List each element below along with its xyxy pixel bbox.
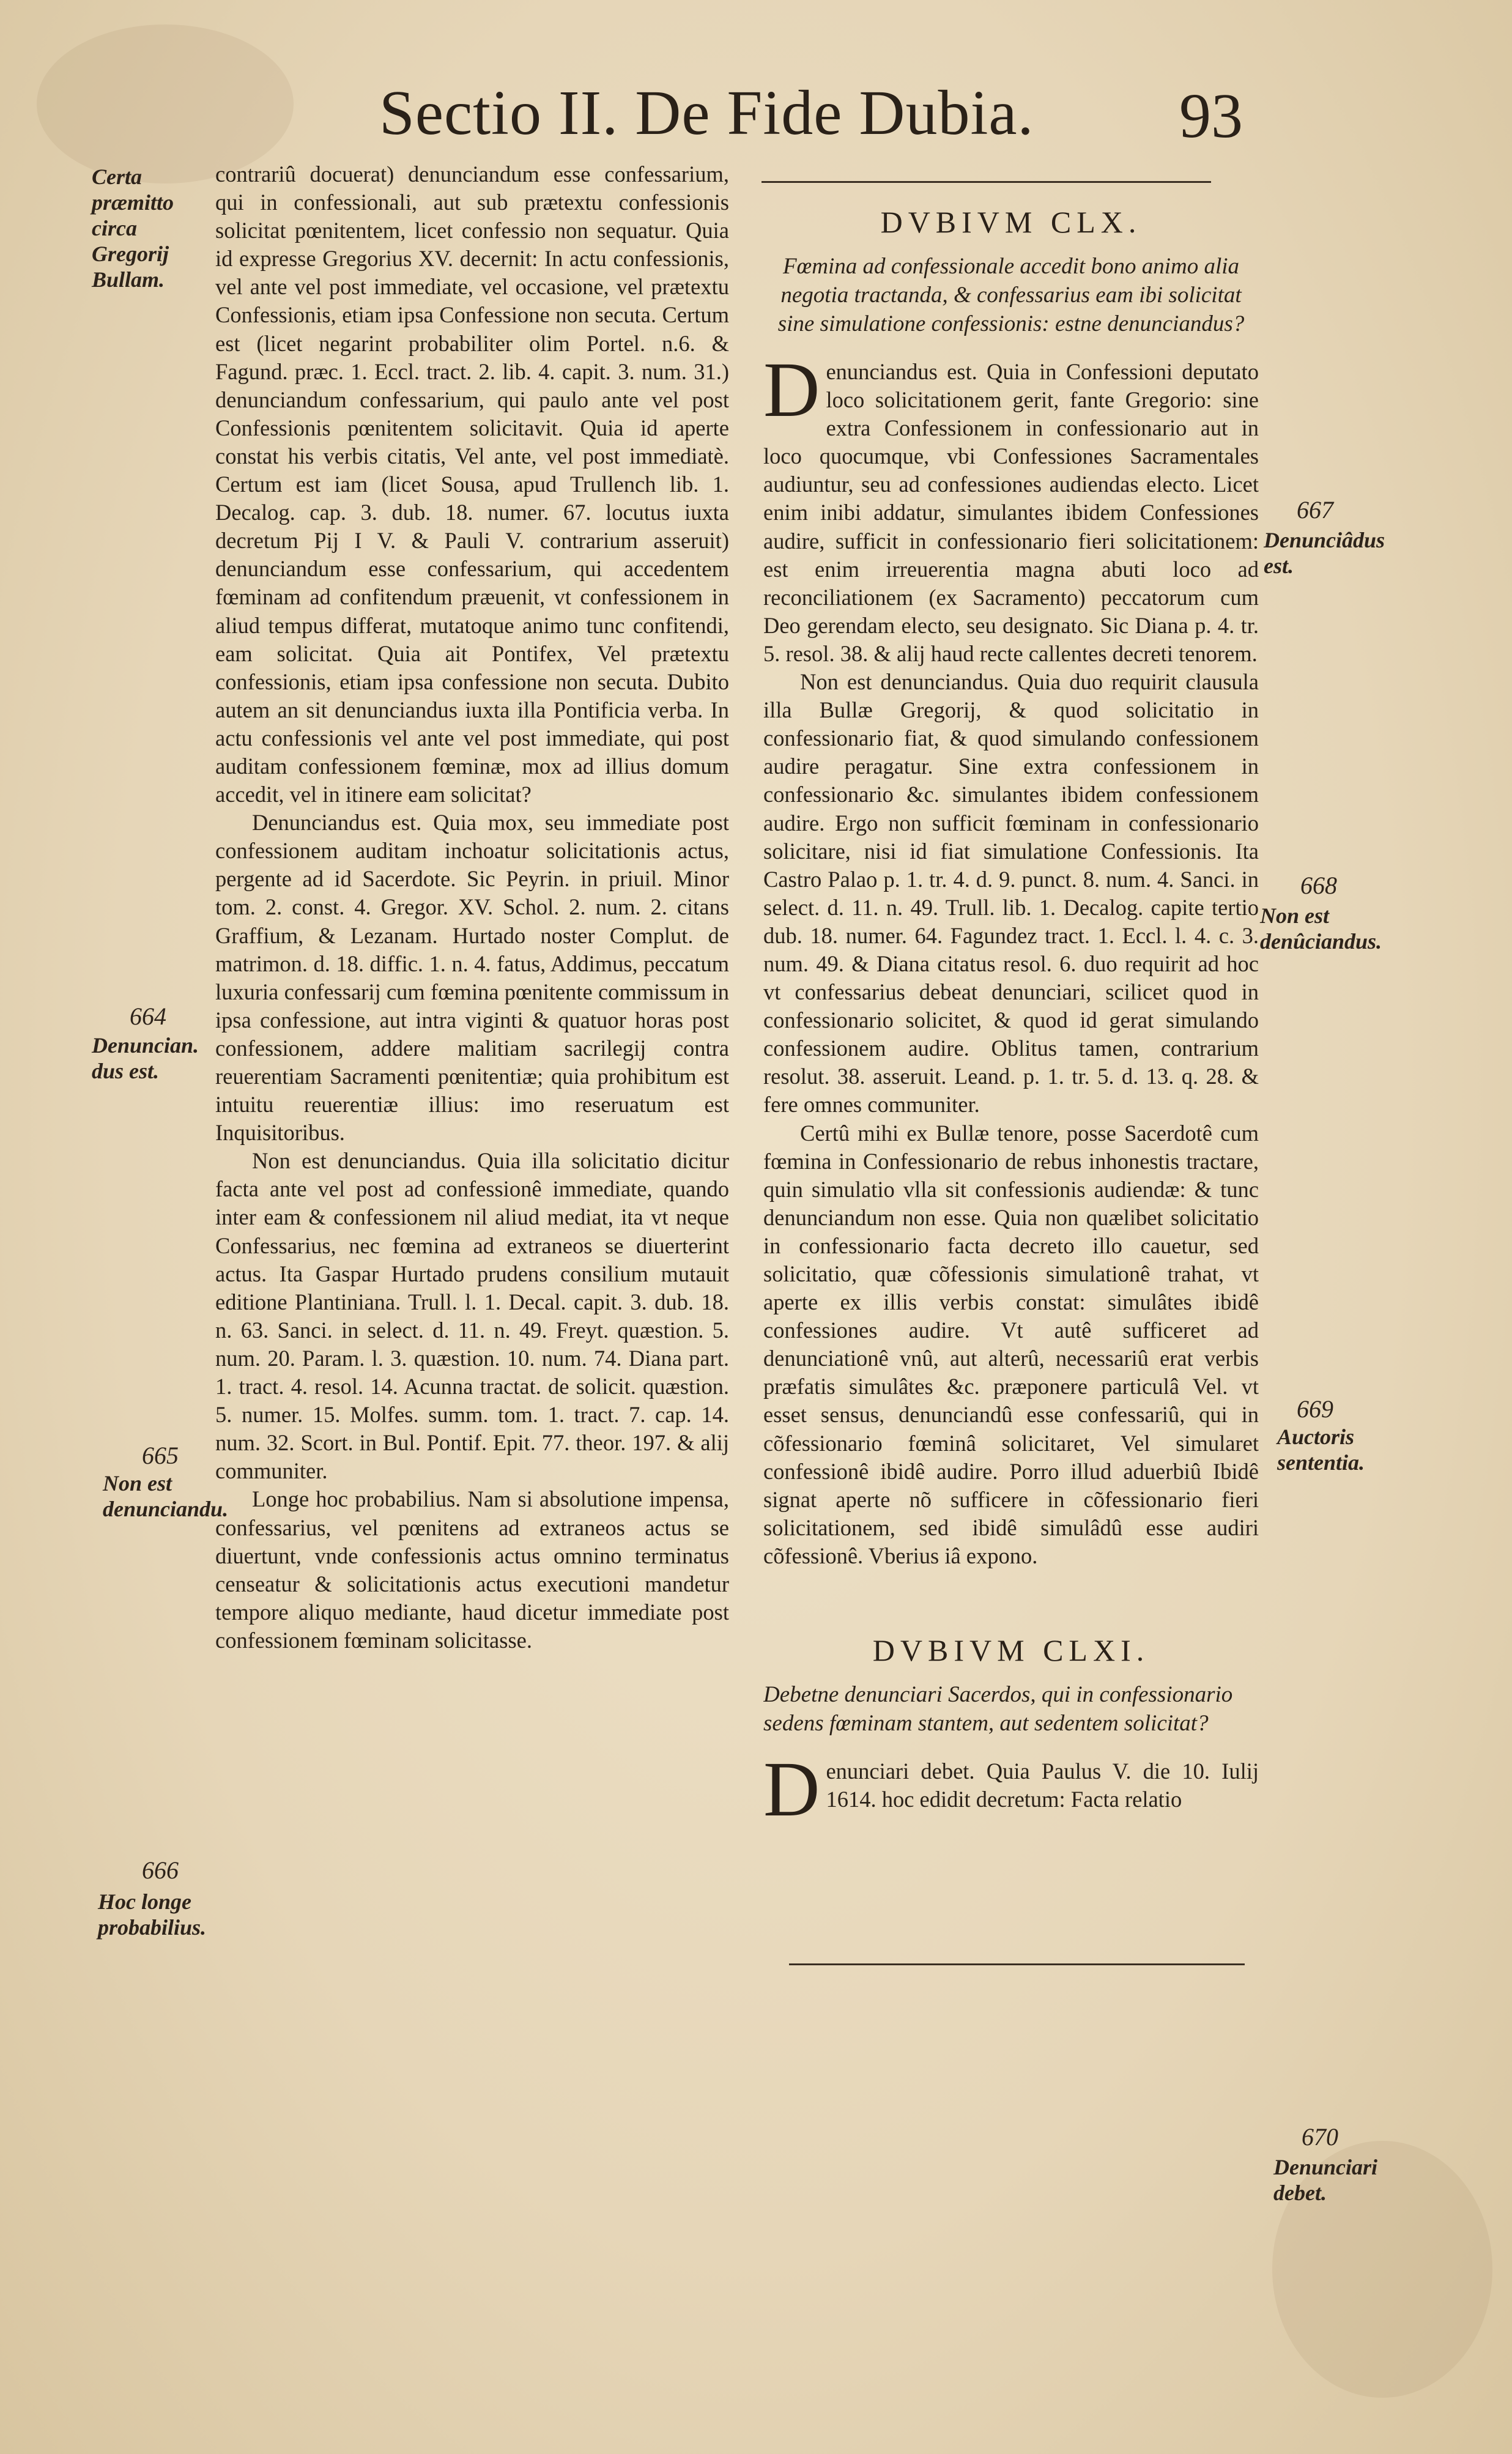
paper-stain <box>37 24 294 183</box>
margin-number-665: 665 <box>142 1442 179 1469</box>
paragraph: Certû mihi ex Bullæ tenore, posse Sacerdotê cum fœmina in Confessionario de rebus inhonestis tractare, quin simulatio vlla sit confessionis audiendæ: & tunc denunciandum non esse. Quia non quælibet solicitatio in confessionario facta decreto illo cauetur, sed solicitatio, quæ cõfessionis simulationê trahat, vt aperte ex illis verbis constat: simulâtes ibidê confessiones audire. Vt autê sufficeret ad denunciationê vnû, aut alterû, necessariû erat verbis præfatis simulâtes &c. præponere particulâ Vel. vt esset sensus, denunciandû esse confessariû, qui in cõfessionario fœminâ solicitaret, Vel simularet confessionê ibidê audire. Porro illud aduerbiû Ibidê signat aperte nõ sufficere in cõfessionario fieri solicitationem, sed ibidê simulâdû esse audiri cõfessionê. Vberius iâ expono. <box>763 1120 1259 1568</box>
margin-note-665: Non est denunciandu. <box>103 1471 229 1521</box>
paragraph: Denunciari debet. Quia Paulus V. die 10. Iulij 1614. hoc edidit decretum: Facta relatio <box>763 1746 1259 1833</box>
margin-note-certa: Certa præmitto circa Gregorij Bullam. <box>92 165 174 292</box>
margin-note-669: Auctoris sententia. <box>1277 1425 1365 1475</box>
dubium-question: Fœmina ad confessionale accedit bono animo alia negotia tractanda, & confessarius eam ibi solicitat sine simulatione confessionis: estne denunciandus? <box>777 254 1245 336</box>
margin-note-668: Non est denûciandus. <box>1260 903 1382 954</box>
margin-note-667: Denunciâdus est. <box>1264 528 1385 578</box>
right-column <box>763 171 1259 2263</box>
left-column <box>215 160 729 2087</box>
page-number: 93 <box>1179 81 1243 151</box>
paragraph: Non est denunciandus. Quia duo requirit clausula illa Bullæ Gregorij, & quod solicitatio in confessionario fiat, & quod simulando confessionem audire peragatur. Sine extra confessionem in confessionario &c. simulantes ibidem confessionem audire. Ergo non sufficit fœminam in confessionario solicitare, nisi id fiat simulatione Confessionis. Ita Castro Palao p. 1. tr. 4. d. 9. punct. 8. num. 4. Sanci. in select. d. 11. n. 49. Trull. lib. 1. Decalog. capite tertio dub. 18. numer. 64. Fagundez tract. 1. Eccl. l. 4. c. 3. num. 49. & Diana citatus resol. 6. duo requirit ad hoc vt confessarius debeat denunciari, scilicet quod in confessionario solicitet, & quod id gerat simulando confessionem audire. Oblitus tamen, contrarium resolut. 38. asseruit. Leand. p. 1. tr. 5. d. 13. q. 28. & fere omnes communiter. <box>763 669 1259 1118</box>
margin-note-666: Hoc longe probabilius. <box>98 1889 207 1940</box>
paragraph: Denunciandus est. Quia in Confessioni deputato loco solicitationem gerit, fante Gregorio: sine extra Confessionem in confessionario aut in loco quocumque, vbi Confessiones Sacramentales audiuntur, seu ad confessiones audiendas electo. Licet enim inibi addatur, simulantes ibidem Confessiones audire, sufficit in confessionario fieri solicitationem: est enim irreuerentia magna abuti loco ad reconciliationem (ex Sacramento) peccatorum cum Deo gerendam electo, seu designato. Sic Diana p. 4. tr. 5. resol. 38. & alij haud recte callentes decreti tenorem. <box>763 346 1259 666</box>
margin-note-664: Denuncian. dus est. <box>92 1033 199 1083</box>
margin-note-670: Denunciari debet. <box>1273 2155 1378 2205</box>
dubium-question: Debetne denunciari Sacerdos, qui in confessionario sedens fœminam stantem, aut sedentem solicitat? <box>763 1682 1233 1737</box>
paragraph: Longe hoc probabilius. Nam si absolutione impensa, confessarius, vel pœnitens ad extraneos actus se diuertunt, vnde confessionis actus omnino terminatus censeatur & solicitationis actus executioni mandetur tempore aliquo mediante, haud dicetur immediate post confessionem fœminam solicitasse. <box>215 1486 729 1653</box>
margin-number-666: 666 <box>142 1856 179 1884</box>
margin-number-667: 667 <box>1297 496 1333 524</box>
margin-number-669: 669 <box>1297 1395 1333 1423</box>
running-header: Sectio II. De Fide Dubia. <box>379 78 1034 148</box>
paragraph: contrariû docuerat) denunciandum esse confessarium, qui in confessionali, aut sub prætextu confessionis solicitat pœnitentem, licet confessio non sequatur. Quia id expresse Gregorius XV. decernit: In actu confessionis, vel ante vel post immediate, vel occasione, vel prætextu Confessionis, etiam ipsa Confessione non secuta. Certum est (licet negarint probabiliter olim Portel. n.6. & Fagund. præc. 1. Eccl. tract. 2. lib. 4. capit. 3. num. 31.) denunciandum confessarium, qui paulo ante vel post Confessionis pœnitentem solicitavit. Quia id aperte constat his verbis citatis, Vel ante, vel post immediatè. Certum est iam (licet Sousa, apud Trullench lib. 1. Decalog. cap. 3. dub. 18. numer. 67. locutus iuxta decretum Pij I V. & Pauli V. contrarium asseruit) denunciandum esse confessarium, qui accedentem fœminam ad confitendum præuenit, vt confessionem in aliud tempus differat, mutatoque animo tunc confitendi, eam solicitat. Quia ait Pontifex, Vel prætextu confessionis, etiam ipsa confessione non secuta. Dubito autem an sit denunciandus iuxta illa Pontificia verba. In actu confessionis vel ante vel post immediate, qui post auditam confessionem fœminæ, mox ad illius domum accedit, vel in itinere eam solicitat? <box>215 161 729 807</box>
margin-number-670: 670 <box>1302 2123 1338 2151</box>
paragraph: Non est denunciandus. Quia illa solicitatio dicitur facta ante vel post ad confessionê immediate, quando inter eam & confessionem nil aliud mediat, ita vt neque Confessarius, nec fœmina ad extraneos se diuerterint actus. Ita Gaspar Hurtado prudens consilium mutauit editione Plantiniana. Trull. l. 1. Decal. capit. 3. dub. 18. n. 63. Sanci. in select. d. 11. n. 49. Freyt. quæstion. 5. num. 20. Param. l. 3. quæstion. 10. num. 74. Diana part. 1. tract. 4. resol. 14. Acunna tractat. de solicit. quæstion. 5. numer. 15. Molfes. summ. tom. 1. tract. 7. cap. 14. num. 32. Scort. in Bul. Pontif. Epit. 77. theor. 197. & alij communiter. <box>215 1148 729 1484</box>
dubium-heading: DVBIVM CLXI. <box>872 1633 1150 1668</box>
margin-number-668: 668 <box>1300 872 1337 899</box>
margin-number-664: 664 <box>130 1003 166 1030</box>
dubium-heading: DVBIVM CLX. <box>880 205 1142 239</box>
paragraph: Denunciandus est. Quia mox, seu immediate post confessionem auditam inchoatur solicitationis actus, pergente ad id Sacerdote. Sic Peyrin. in priuil. Minor tom. 2. const. 4. Gregor. XV. Schol. 2. num. 2. citans Graffium, & Lezanam. Hurtado noster Complut. de matrimon. d. 18. diffic. 1. n. 4. fatus, Addimus, peccatum luxuria confessarij cum fœmina pœnitente commissum in ipsa confessione, aut intra viginti & quatuor horas post confessionem, addere malitiam sacrilegij contra reuerentiam Sacramenti pœnitentiæ; quia prohibitum est intuitu reuerentiæ illius: imo reseruatum est Inquisitoribus. <box>215 810 729 1146</box>
